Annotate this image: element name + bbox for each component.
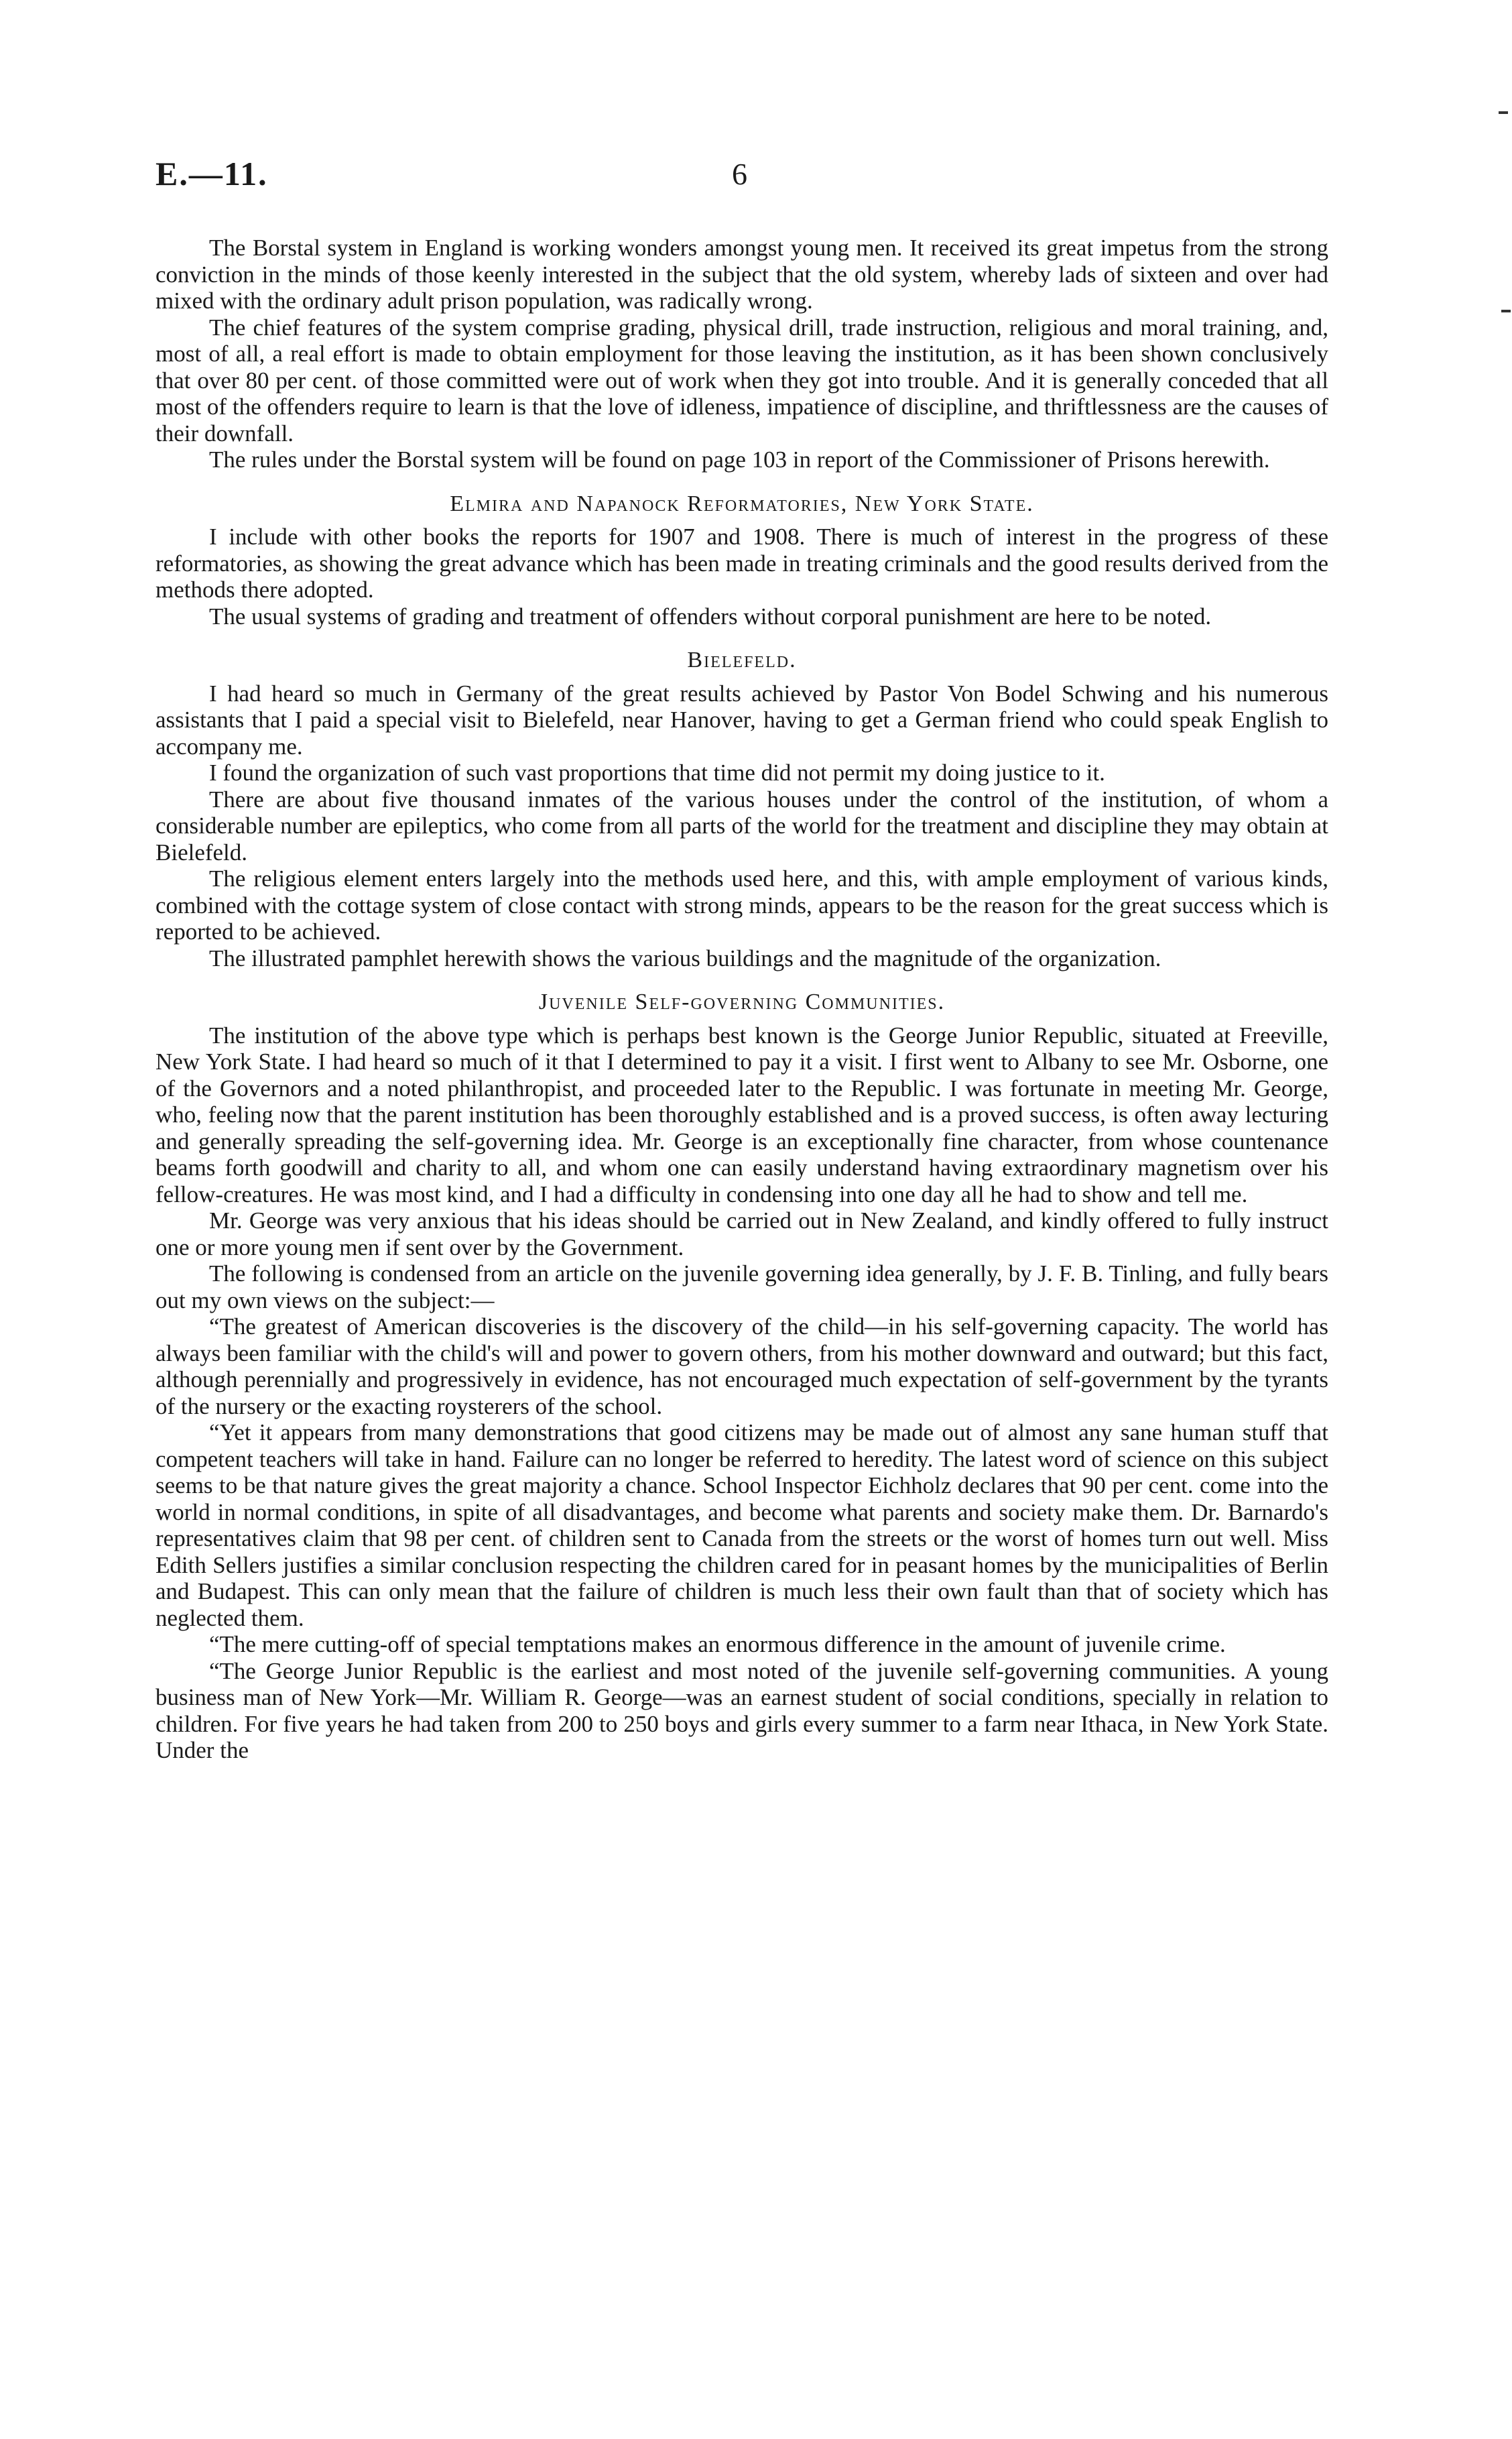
paragraph: Mr. George was very anxious that his ideas should be carried out in New Zealand, and kindly offered to fully instruct one or more young men if sent over by the Government. bbox=[155, 1207, 1328, 1260]
page-header bbox=[155, 155, 1328, 208]
paragraph: I found the organization of such vast proportions that time did not permit my doing justice to it. bbox=[209, 760, 1105, 786]
document-code: E.—11. bbox=[155, 155, 268, 192]
section-heading: Bielefeld. bbox=[687, 648, 797, 672]
paragraph: “Yet it appears from many demonstrations that good citizens may be made out of almost any sane human stuff that competent teachers will take in hand. Failure can no longer be referred to heredity. The latest word of science on this subject seems to be that nature gives the great majority a chance. School Inspector Eichholz declares that 90 per cent. come into the world in normal conditions, in spite of all disadvantages, and become what parents and society make them. Dr. Barnardo's representatives claim that 98 per cent. of children sent to Canada from the streets or the worst of homes turn out well. Miss Edith Sellers justifies a similar conclusion respecting the children cared for in peasant homes by the municipalities of Berlin and Budapest. This can only mean that the failure of children is much less their own fault than that of society which has neglected them. bbox=[155, 1419, 1328, 1631]
section-heading: Juvenile Self-governing Communities. bbox=[538, 990, 946, 1014]
section-heading: Elmira and Napanock Reformatories, New York State. bbox=[450, 491, 1034, 516]
paragraph: I include with other books the reports for 1907 and 1908. There is much of interest in the progress of these reformatories, as showing the great advance which has been made in treating criminals and the good results derived from the methods there adopted. bbox=[155, 524, 1328, 603]
paragraph: The illustrated pamphlet herewith shows the various buildings and the magnitude of the organization. bbox=[209, 945, 1161, 971]
section-juvenile-communities bbox=[155, 989, 1328, 1764]
paragraph: “The George Junior Republic is the earliest and most noted of the juvenile self-governing communities. A young business man of New York—Mr. William R. George—was an earnest student of social conditions, specially in relation to children. For five years he had taken from 200 to 250 boys and girls every summer to a farm near Ithaca, in New York State. Under the bbox=[155, 1657, 1328, 1763]
paragraph: I had heard so much in Germany of the great results achieved by Pastor Von Bodel Schwing and his numerous assistants that I paid a special visit to Bielefeld, near Hanover, having to get a German friend who could speak English to accompany me. bbox=[155, 680, 1328, 760]
paragraph: The Borstal system in England is working wonders amongst young men. It received its great impetus from the strong conviction in the minds of those keenly interested in the subject that the old system, whereby lads of sixteen and over had mixed with the ordinary adult prison population, was radically wrong. bbox=[155, 235, 1328, 314]
paragraph: The rules under the Borstal system will be found on page 103 in report of the Commissioner of Prisons herewith. bbox=[209, 447, 1270, 473]
section-elmira bbox=[155, 491, 1328, 630]
paragraph: “The greatest of American discoveries is the discovery of the child—in his self-governing capacity. The world has always been familiar with the child's will and power to govern others, from his mother downward and outward; but this fact, although perennially and progressively in evidence, has not encouraged much expectation of self-government by the tyrants of the nursery or the exacting roysterers of the school. bbox=[155, 1313, 1328, 1419]
section-bielefeld bbox=[155, 647, 1328, 971]
paragraph: The religious element enters largely into the methods used here, and this, with ample employment of various kinds, combined with the cottage system of close contact with strong minds, appears to be the reason for the great success which is reported to be achieved. bbox=[155, 866, 1328, 945]
paragraph: “The mere cutting-off of special temptations makes an enormous difference in the amount of juvenile crime. bbox=[209, 1631, 1226, 1657]
intro-section bbox=[155, 235, 1328, 473]
paragraph: The following is condensed from an article on the juvenile governing idea generally, by J. F. B. Tinling, and fully bears out my own views on the subject:— bbox=[155, 1260, 1328, 1313]
paragraph: There are about five thousand inmates of the various houses under the control of the institution, of whom a considerable number are epileptics, who come from all parts of the world for the treatment and discipline they may obtain at Bielefeld. bbox=[155, 786, 1328, 866]
paragraph: The chief features of the system comprise grading, physical drill, trade instruction, religious and moral training, and, most of all, a real effort is made to obtain employment for those leaving the institution, as it has been shown conclusively that over 80 per cent. of those committed were out of work when they got into trouble. And it is generally conceded that all most of the offenders require to learn is that the love of idleness, impatience of discipline, and thriftlessness are the causes of their downfall. bbox=[155, 314, 1328, 447]
document-page bbox=[155, 155, 1328, 1764]
paragraph: The usual systems of grading and treatment of offenders without corporal punishment are here to be noted. bbox=[209, 603, 1212, 630]
paragraph: The institution of the above type which is perhaps best known is the George Junior Republic, situated at Freeville, New York State. I had heard so much of it that I determined to pay it a visit. I first went to Albany to see Mr. Osborne, one of the Governors and a noted philanthropist, and proceeded later to the Republic. I was fortunate in meeting Mr. George, who, feeling now that the parent institution has been thoroughly established and is a proved success, is often away lecturing and generally spreading the self-governing idea. Mr. George is an exceptionally fine character, from whose countenance beams forth goodwill and charity to all, and whom one can easily understand having extraordinary magnetism over his fellow-creatures. He was most kind, and I had a difficulty in condensing into one day all he had to show and tell me. bbox=[155, 1022, 1328, 1207]
margin-mark bbox=[1501, 310, 1511, 312]
margin-mark bbox=[1499, 111, 1508, 114]
page-number: 6 bbox=[732, 157, 747, 191]
